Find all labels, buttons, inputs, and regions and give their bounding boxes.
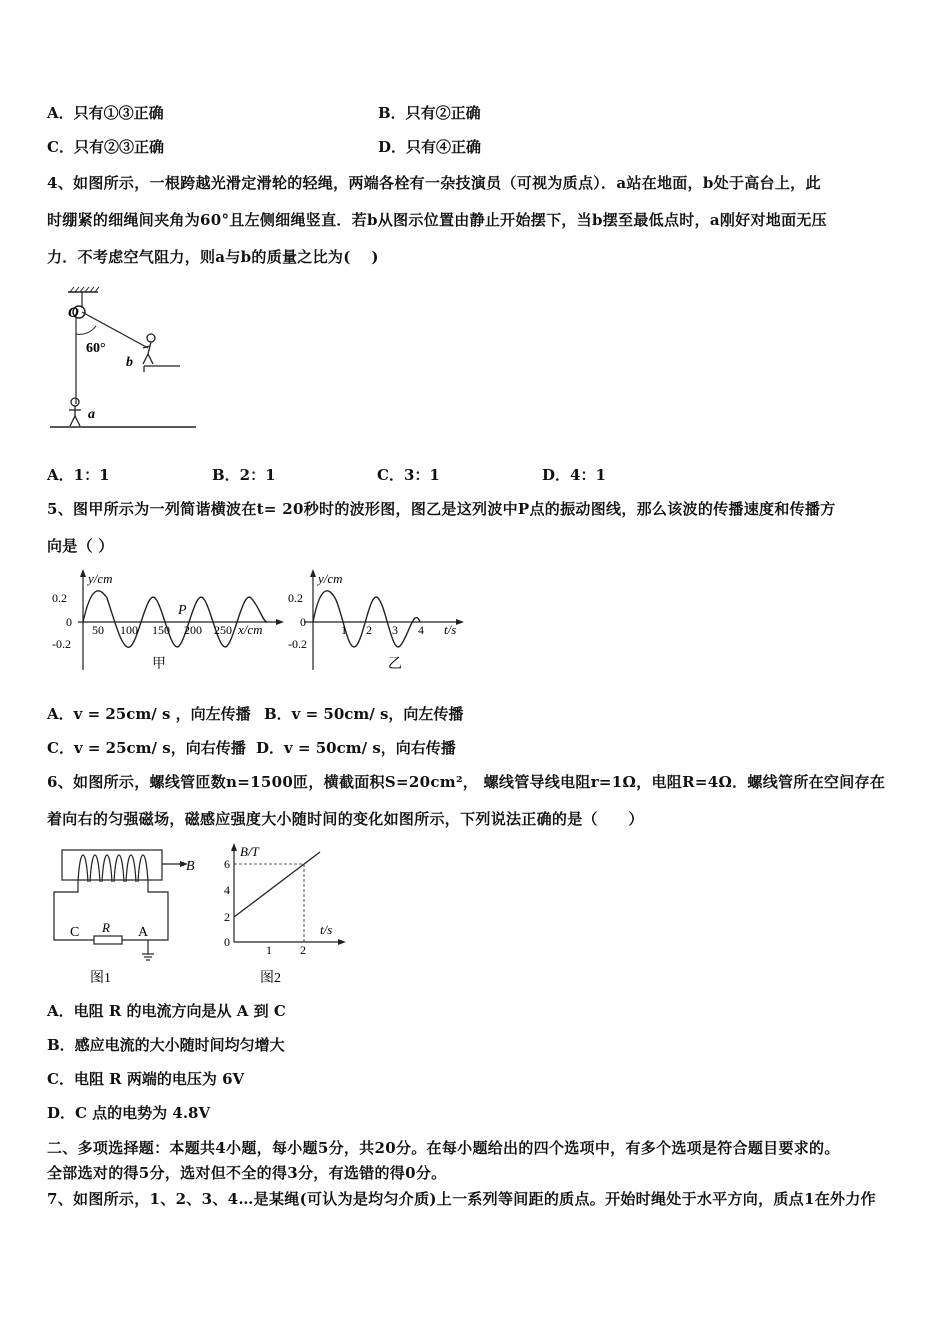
q5-option-a[interactable]: A．v = 25cm/ s ，向左传播 — [47, 705, 251, 723]
person-a-label: a — [88, 407, 95, 422]
yi-caption: 乙 — [388, 657, 402, 672]
solenoid-coil — [78, 855, 148, 882]
q3-option-a[interactable]: A．只有①③正确 — [47, 104, 164, 122]
q5-option-c[interactable]: C．v = 25cm/ s，向右传播 — [47, 739, 246, 757]
fig2-xtick-1: 1 — [266, 943, 272, 957]
q4-option-b[interactable]: B．2：1 — [212, 466, 276, 484]
angle-label: 60° — [86, 341, 106, 356]
fig2-xtick-2: 2 — [300, 943, 306, 957]
q6-figures — [48, 842, 348, 990]
point-c-label: C — [70, 925, 80, 940]
q6-text-line-2: 着向右的匀强磁场，磁感应强度大小随时间的变化如图所示，下列说法正确的是（ ） — [47, 810, 644, 828]
jia-xlabel: x/cm — [238, 622, 263, 637]
q4-text-line-3: 力．不考虑空气阻力，则a与b的质量之比为( ) — [47, 248, 379, 266]
q3-option-d[interactable]: D．只有④正确 — [378, 138, 482, 156]
q6-option-b[interactable]: B．感应电流的大小随时间均匀增大 — [47, 1036, 285, 1054]
fig2-b-line — [234, 852, 320, 917]
yi-tick-3: 3 — [392, 623, 398, 637]
q4-text-line-1: 4、如图所示，一根跨越光滑定滑轮的轻绳，两端各栓有一杂技演员（可视为质点）．a站在地面，b处于高台上，此 — [47, 174, 821, 192]
jia-ytick-zero: 0 — [66, 615, 72, 629]
jia-tick-250: 250 — [214, 623, 232, 637]
resistor-label: R — [102, 920, 110, 935]
jia-ylabel: y/cm — [88, 571, 113, 586]
q3-option-b[interactable]: B．只有②正确 — [378, 104, 481, 122]
q6-option-a[interactable]: A．电阻 R 的电流方向是从 A 到 C — [47, 1002, 286, 1020]
q4-pulley-figure — [48, 286, 208, 436]
fig2-ylabel: B/T — [240, 844, 259, 859]
q4-option-a[interactable]: A．1：1 — [47, 466, 110, 484]
jia-caption: 甲 — [152, 657, 166, 672]
q5-wave-figures — [48, 566, 478, 676]
jia-tick-150: 150 — [152, 623, 170, 637]
field-b-label: B — [186, 859, 195, 874]
yi-wave-curve — [313, 591, 420, 647]
yi-ytick-top: 0.2 — [288, 591, 303, 605]
fig1-caption: 图1 — [90, 971, 111, 986]
yi-tick-2: 2 — [366, 623, 372, 637]
q5-text-line-1: 5、图甲所示为一列简谐横波在t= 20秒时的波形图，图乙是这列波中P点的振动图线，那么该波的传播速度和传播方 — [47, 500, 836, 518]
fig2-xlabel: t/s — [320, 922, 333, 937]
q5-option-d[interactable]: D．v = 50cm/ s，向右传播 — [256, 739, 456, 757]
fig2-ytick-2: 2 — [224, 910, 230, 924]
jia-tick-200: 200 — [184, 623, 202, 637]
q6-text-line-1: 6、如图所示，螺线管匝数n=1500匝，横截面积S=20cm²， 螺线管导线电阻r=1Ω，电阻R=4Ω．螺线管所在空间存在 — [47, 773, 886, 791]
yi-ytick-zero: 0 — [300, 615, 306, 629]
jia-point-p: P — [178, 603, 187, 618]
q3-option-c[interactable]: C．只有②③正确 — [47, 138, 164, 156]
person-b-label: b — [126, 355, 133, 370]
yi-xlabel: t/s — [444, 622, 457, 637]
person-a-icon — [69, 398, 81, 426]
q6-option-d[interactable]: D．C 点的电势为 4.8V — [47, 1104, 211, 1122]
resistor-r — [94, 936, 122, 944]
jia-tick-100: 100 — [120, 623, 138, 637]
yi-ylabel: y/cm — [318, 571, 343, 586]
q7-text-line-1: 7、如图所示，1、2、3、4…是某绳(可认为是均匀介质)上一系列等间距的质点。开始时绳处于水平方向，质点1在外力作 — [47, 1190, 876, 1208]
fig2-origin: 0 — [224, 935, 230, 949]
section2-heading-line-2: 全部选对的得5分，选对但不全的得3分，有选错的得0分。 — [47, 1164, 447, 1182]
yi-ytick-bottom: -0.2 — [288, 637, 307, 651]
jia-wave-curve — [83, 591, 267, 647]
jia-ytick-top: 0.2 — [52, 591, 67, 605]
point-a-label: A — [138, 925, 149, 940]
fig2-ytick-6: 6 — [224, 857, 230, 871]
jia-ytick-bottom: -0.2 — [52, 637, 71, 651]
section2-heading-line-1: 二、多项选择题：本题共4小题，每小题5分，共20分。在每小题给出的四个选项中，有多个选项是符合题目要求的。 — [47, 1139, 840, 1157]
yi-tick-1: 1 — [341, 623, 347, 637]
yi-tick-4: 4 — [418, 623, 424, 637]
fig2-caption: 图2 — [260, 971, 281, 986]
q4-option-d[interactable]: D．4：1 — [542, 466, 606, 484]
q4-text-line-2: 时绷紧的细绳间夹角为60°且左侧细绳竖直．若b从图示位置由静止开始摆下，当b摆至最低点时，a刚好对地面无压 — [47, 211, 827, 229]
pivot-label: O — [68, 305, 79, 321]
fig2-ytick-4: 4 — [224, 883, 230, 897]
q5-text-line-2: 向是（ ） — [47, 537, 114, 555]
q5-option-b[interactable]: B．v = 50cm/ s，向左传播 — [264, 705, 464, 723]
q4-option-c[interactable]: C．3：1 — [377, 466, 440, 484]
jia-tick-50: 50 — [92, 623, 104, 637]
q6-option-c[interactable]: C．电阻 R 两端的电压为 6V — [47, 1070, 245, 1088]
person-b-icon — [143, 334, 155, 364]
